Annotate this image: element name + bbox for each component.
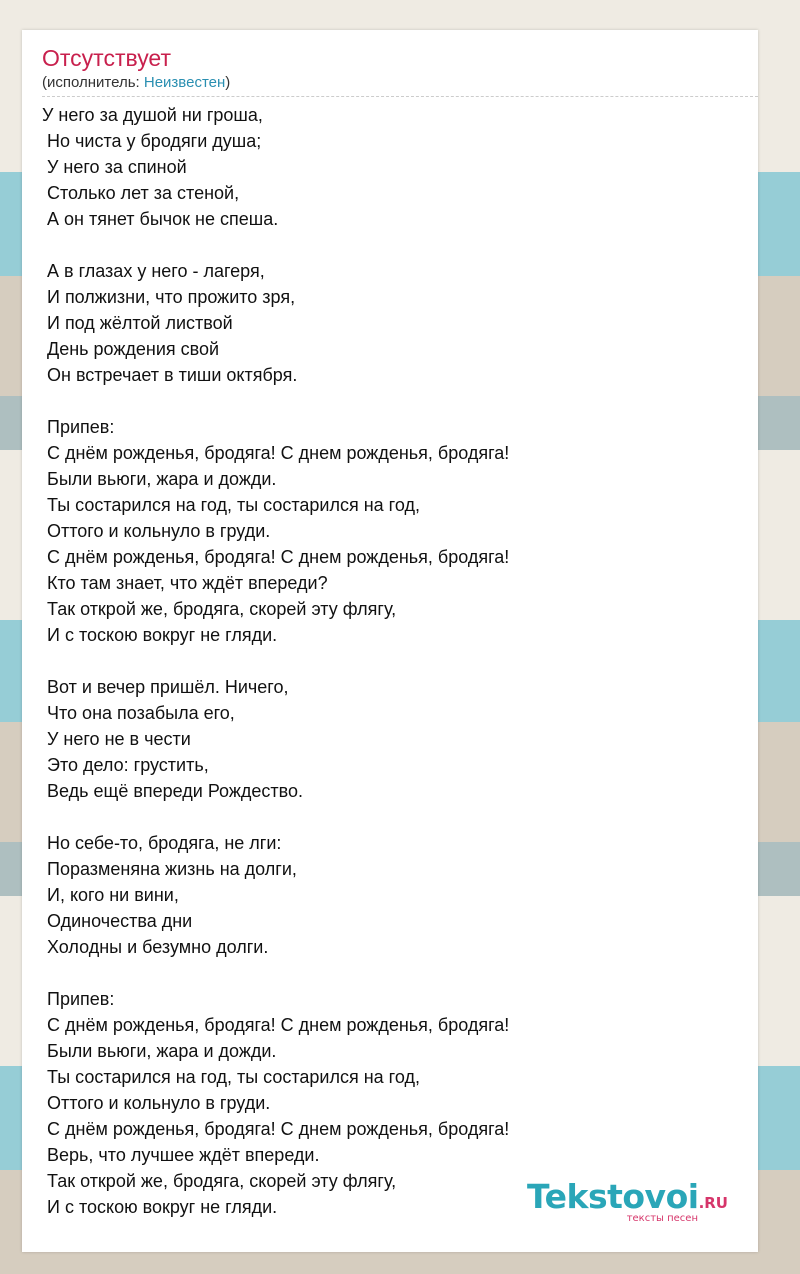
lyric-line: Были вьюги, жара и дожди.	[42, 469, 277, 489]
lyric-line: С днём рожденья, бродяга! С днем рожденья, бродяга!	[42, 1015, 510, 1035]
lyric-line: У него за душой ни гроша,	[42, 105, 263, 125]
lyric-line: И полжизни, что прожито зря,	[42, 287, 296, 307]
lyric-line: Оттого и кольнуло в груди.	[42, 1093, 271, 1113]
artist-link[interactable]: Неизвестен	[143, 74, 226, 91]
lyric-line: Ты состарился на год, ты состарился на год,	[42, 495, 420, 515]
lyric-line: Одиночества дни	[42, 911, 193, 931]
logo-domain: .RU	[698, 1194, 728, 1212]
lyric-line: А в глазах у него - лагеря,	[42, 261, 265, 281]
lyric-line: Поразменяна жизнь на долги,	[42, 859, 297, 879]
stanza-gap	[42, 648, 742, 674]
lyric-line: Оттого и кольнуло в груди.	[42, 521, 271, 541]
lyric-line: Ты состарился на год, ты состарился на год,	[42, 1067, 420, 1087]
lyric-line: Были вьюги, жара и дожди.	[42, 1041, 277, 1061]
lyric-line: Столько лет за стеной,	[42, 183, 240, 203]
lyric-line: Но чиста у бродяги душа;	[42, 131, 262, 151]
lyric-line: День рождения свой	[42, 339, 220, 359]
lyric-line: У него не в чести	[42, 729, 191, 749]
lyric-line: Ведь ещё впереди Рождество.	[42, 781, 304, 801]
lyric-line: Верь, что лучшее ждёт впереди.	[42, 1145, 320, 1165]
lyric-line: У него за спиной	[42, 157, 187, 177]
lyric-line: Припев:	[42, 417, 115, 437]
stanza-gap	[42, 960, 742, 986]
logo-subtitle: тексты песен	[626, 1213, 698, 1224]
logo-main-text: Tekstovoi	[527, 1177, 699, 1216]
stanza-gap	[42, 804, 742, 830]
lyric-line: И, кого ни вини,	[42, 885, 179, 905]
lyric-line: Он встречает в тиши октября.	[42, 365, 298, 385]
title-divider	[42, 96, 758, 97]
lyric-line: И с тоскою вокруг не гляди.	[42, 625, 278, 645]
lyric-line: Так открой же, бродяга, скорей эту флягу,	[42, 599, 397, 619]
logo-wordmark	[527, 1177, 728, 1216]
lyric-line: Но себе-то, бродяга, не лги:	[42, 833, 282, 853]
lyrics-card	[22, 30, 758, 1252]
artist-line	[42, 74, 230, 92]
lyric-line: Что она позабыла его,	[42, 703, 235, 723]
lyric-line: Так открой же, бродяга, скорей эту флягу,	[42, 1171, 397, 1191]
artist-suffix: )	[225, 74, 231, 91]
lyric-line: С днём рожденья, бродяга! С днем рожденья, бродяга!	[42, 443, 510, 463]
stanza-gap	[42, 232, 742, 258]
lyric-line: Кто там знает, что ждёт впереди?	[42, 573, 328, 593]
stanza-gap	[42, 388, 742, 414]
lyric-line: Это дело: грустить,	[42, 755, 209, 775]
lyric-line: С днём рожденья, бродяга! С днем рожденья, бродяга!	[42, 1119, 510, 1139]
lyrics-text	[42, 102, 742, 1220]
lyric-line: Холодны и безумно долги.	[42, 937, 269, 957]
artist-prefix: (исполнитель:	[42, 74, 144, 91]
lyric-line: И под жёлтой листвой	[42, 313, 233, 333]
lyric-line: И с тоскою вокруг не гляди.	[42, 1197, 278, 1217]
lyric-line: А он тянет бычок не спеша.	[42, 209, 279, 229]
lyric-line: Вот и вечер пришёл. Ничего,	[42, 677, 289, 697]
site-logo[interactable]	[527, 1177, 728, 1224]
lyric-line: Припев:	[42, 989, 115, 1009]
song-title: Отсутствует	[42, 45, 171, 71]
lyric-line: С днём рожденья, бродяга! С днем рожденья, бродяга!	[42, 547, 510, 567]
